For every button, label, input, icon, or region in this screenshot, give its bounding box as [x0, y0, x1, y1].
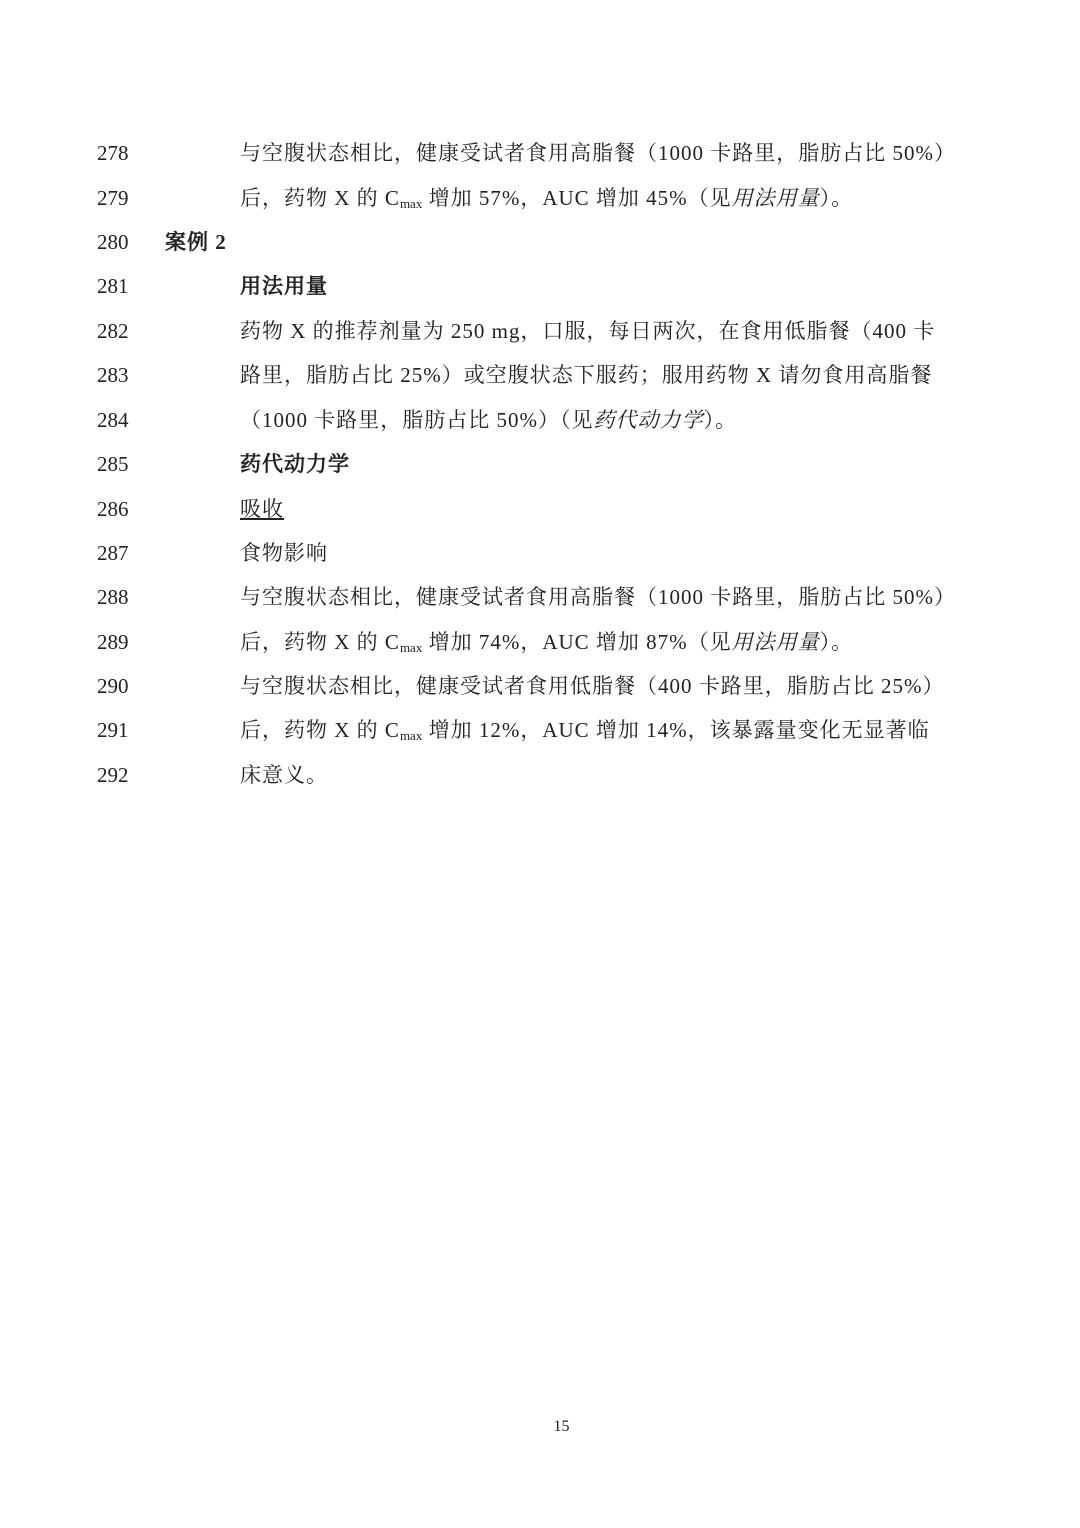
text-line — [0, 176, 1080, 220]
text-line — [0, 131, 1080, 175]
text-line — [0, 220, 1080, 264]
subsection-heading: 吸收 — [240, 497, 284, 521]
text-line — [0, 708, 1080, 752]
line-text: 与空腹状态相比，健康受试者食用高脂餐（1000 卡路里，脂肪占比 50%） — [240, 141, 956, 165]
subscript: max — [399, 728, 423, 743]
italic-reference: 用法用量 — [731, 186, 820, 210]
italic-reference: 用法用量 — [731, 630, 820, 654]
line-text — [240, 708, 930, 758]
line-number: 284 — [97, 408, 129, 432]
line-text: 食物影响 — [240, 541, 328, 565]
line-number: 278 — [97, 141, 129, 165]
text-segment: 增加 12%，AUC 增加 14%，该暴露量变化无显著临 — [422, 718, 930, 742]
line-number: 280 — [97, 230, 129, 254]
text-line — [0, 442, 1080, 486]
italic-reference: 药代动力学 — [593, 408, 704, 432]
subscript: max — [399, 196, 423, 211]
line-text: 路里，脂肪占比 25%）或空腹状态下服药；服用药物 X 请勿食用高脂餐 — [240, 363, 933, 387]
line-text: 药物 X 的推荐剂量为 250 mg，口服，每日两次，在食用低脂餐（400 卡 — [240, 319, 936, 343]
line-number: 288 — [97, 585, 129, 609]
line-number: 279 — [97, 186, 129, 210]
line-number: 292 — [97, 763, 129, 787]
line-number: 290 — [97, 674, 129, 698]
line-text: 与空腹状态相比，健康受试者食用低脂餐（400 卡路里，脂肪占比 25%） — [240, 674, 945, 698]
line-number: 283 — [97, 363, 129, 387]
text-line — [0, 664, 1080, 708]
case-heading: 案例 2 — [165, 230, 227, 254]
line-number: 282 — [97, 319, 129, 343]
text-segment: 增加 74%，AUC 增加 87%（见 — [422, 630, 732, 654]
text-segment: 后，药物 X 的 C — [240, 630, 400, 654]
text-line — [0, 487, 1080, 531]
line-text: 与空腹状态相比，健康受试者食用高脂餐（1000 卡路里，脂肪占比 50%） — [240, 585, 956, 609]
line-text — [240, 620, 920, 670]
line-number: 289 — [97, 630, 129, 654]
text-segment: 后，药物 X 的 C — [240, 186, 400, 210]
text-line — [0, 353, 1080, 397]
line-number: 281 — [97, 274, 129, 298]
text-line — [0, 620, 1080, 664]
text-line — [0, 264, 1080, 308]
line-text: 床意义。 — [240, 763, 328, 787]
text-line — [0, 531, 1080, 575]
text-line — [0, 575, 1080, 619]
text-segment: ）。 — [819, 186, 854, 210]
section-heading: 用法用量 — [240, 274, 328, 298]
line-number: 287 — [97, 541, 129, 565]
text-line — [0, 309, 1080, 353]
line-number: 291 — [97, 718, 129, 742]
text-segment: 增加 57%，AUC 增加 45%（见 — [422, 186, 732, 210]
page-number: 15 — [553, 1418, 570, 1435]
section-heading: 药代动力学 — [240, 452, 350, 476]
line-text — [240, 176, 920, 226]
text-segment: 后，药物 X 的 C — [240, 718, 400, 742]
line-text — [240, 398, 920, 442]
text-line — [0, 753, 1080, 797]
text-segment: ）。 — [703, 408, 737, 432]
line-number: 285 — [97, 452, 129, 476]
text-line — [0, 398, 1080, 442]
text-segment: （1000 卡路里，脂肪占比 50%）（见 — [240, 408, 594, 432]
text-segment: ）。 — [819, 630, 854, 654]
line-number: 286 — [97, 497, 129, 521]
subscript: max — [399, 640, 423, 655]
